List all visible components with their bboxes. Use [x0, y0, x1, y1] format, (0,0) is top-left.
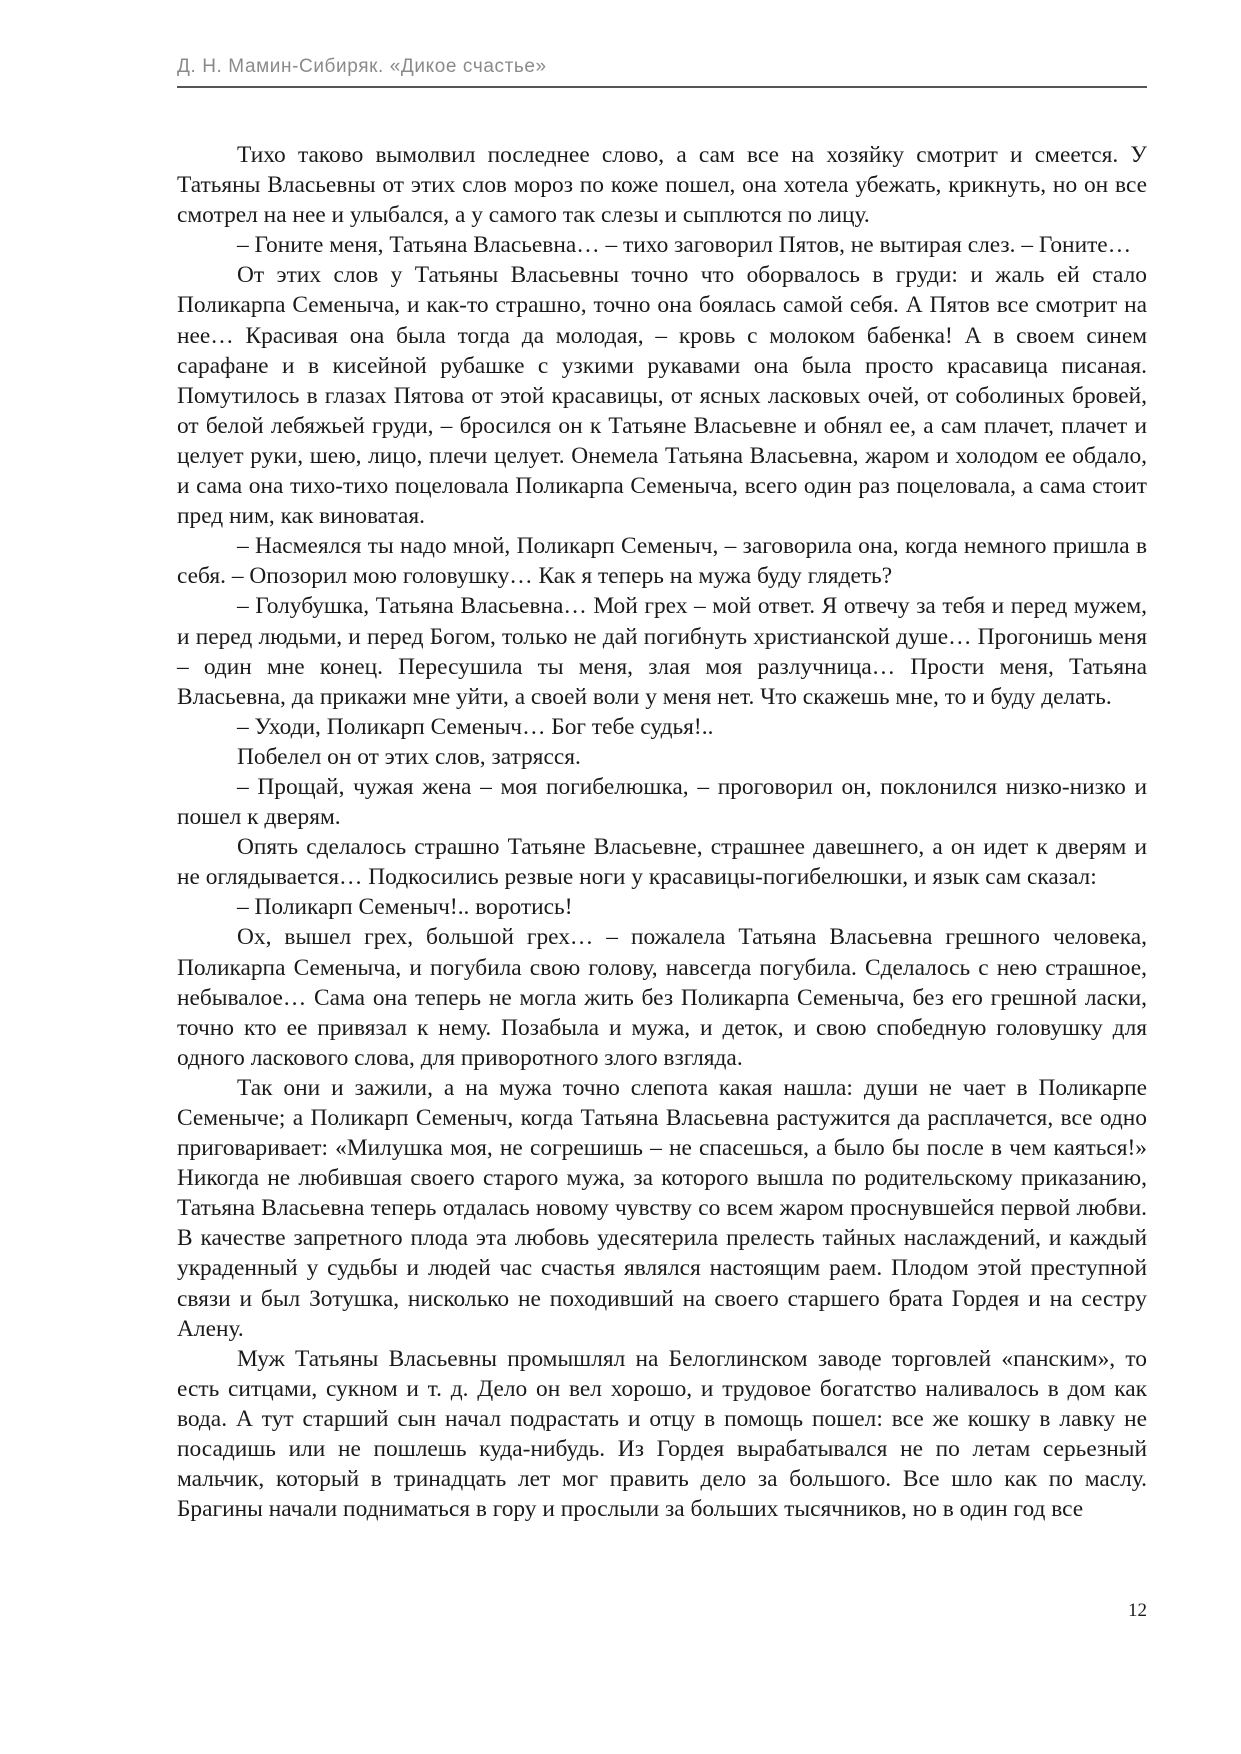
paragraph: Так они и зажили, а на мужа точно слепота какая нашла: души не чает в Поликарпе Семеныче; а Поликарп Семеныч, когда Татьяна Власьевна растужится да расплачется, все одно приговаривает: «Милушка моя, не согрешишь – не спасешься, а было бы после в чем каяться!» Никогда не любившая своего старого мужа, за которого вышла по родительскому приказанию, Татьяна Власьевна теперь отдалась новому чувству со всем жаром проснувшейся первой любви. В качестве запретного плода эта любовь удесятерила прелесть тайных наслаждений, и каждый украденный у судьбы и людей час счастья являлся настоящим раем. Плодом этой преступной связи и был Зотушка, нисколько не походивший на своего старшего брата Гордея и на сестру Алену. [177, 1074, 1147, 1342]
paragraph: Ох, вышел грех, большой грех… – пожалела Татьяна Власьевна грешного человека, Поликарпа Семеныча, и погубила свою голову, навсегда погубила. Сделалось с нею страшное, небывалое… Сама она теперь не могла жить без Поликарпа Семеныча, без его грешной ласки, точно кто ее привязал к нему. Позабыла и мужа, и деток, и свою спобедную головушку для одного ласкового слова, для приворотного злого взгляда. [177, 924, 1147, 1071]
paragraph: – Голубушка, Татьяна Власьевна… Мой грех – мой ответ. Я отвечу за тебя и перед мужем, и перед людьми, и перед Богом, только не дай погибнуть христианской душе… Прогонишь меня – один мне конец. Пересушила ты меня, злая моя разлучница… Прости меня, Татьяна Власьевна, да прикажи мне уйти, а своей воли у меня нет. Что скажешь мне, то и буду делать. [177, 593, 1147, 710]
paragraph: Тихо таково вымолвил последнее слово, а сам все на хозяйку смотрит и смеется. У Татьяны Власьевны от этих слов мороз по коже пошел, она хотела убежать, крикнуть, но он все смотрел на нее и улыбался, а у самого так слезы и сыплются по лицу. [177, 142, 1147, 229]
paragraph: – Гоните меня, Татьяна Власьевна… – тихо заговорил Пятов, не вытирая слез. – Гоните… [237, 232, 1132, 259]
running-header: Д. Н. Мамин-Сибиряк. «Дикое счастье» [177, 56, 547, 77]
paragraph: От этих слов у Татьяны Власьевны точно что оборвалось в груди: и жаль ей стало Поликарпа Семеныча, и как-то страшно, точно она боялась самой себя. А Пятов все смотрит на нее… Красивая она была тогда да молодая, – кровь с молоком бабенка! А в своем синем сарафане и в кисейной рубашке с узкими рукавами она была просто красавица писаная. Помутилось в глазах Пятова от этой красавицы, от ясных ласковых очей, от соболиных бровей, от белой лебяжьей груди, – бросился он к Татьяне Власьевне и обнял ее, а сам плачет, плачет и целует руки, шею, лицо, плечи целует. Онемела Татьяна Власьевна, жаром и холодом ее обдало, и сама она тихо-тихо поцеловала Поликарпа Семеныча, всего один раз поцеловала, а сама стоит пред ним, как виноватая. [177, 262, 1147, 530]
body-text [177, 140, 1147, 1524]
paragraph: Опять сделалось страшно Татьяне Власьевне, страшнее давешнего, а он идет к дверям и не оглядывается… Подкосились резвые ноги у красавицы-погибелюшки, и язык сам сказал: [177, 834, 1147, 891]
paragraph: – Насмеялся ты надо мной, Поликарп Семеныч, – заговорила она, когда немного пришла в себя. – Опозорил мою головушку… Как я теперь на мужа буду глядеть? [177, 533, 1147, 590]
paragraph: Муж Татьяны Власьевны промышлял на Белоглинском заводе торговлей «панским», то есть ситцами, сукном и т. д. Дело он вел хорошо, и трудовое богатство наливалось в дом как вода. А тут старший сын начал подрастать и отцу в помощь пошел: все же кошку в лавку не посадишь или не пошлешь куда-нибудь. Из Гордея вырабатывался не по летам серьезный мальчик, который в тринадцать лет мог править дело за большого. Все шло как по маслу. Брагины начали подниматься в гору и прослыли за больших тысячников, но в один год все [177, 1345, 1147, 1523]
paragraph: – Поликарп Семеныч!.. воротись! [237, 894, 573, 921]
paragraph: Побелел он от этих слов, затрясся. [237, 743, 581, 770]
header-rule [177, 86, 1147, 88]
paragraph: – Прощай, чужая жена – моя погибелюшка, – проговорил он, поклонился низко-низко и пошел к дверям. [177, 773, 1147, 831]
page-number: 12 [1128, 1600, 1147, 1621]
paragraph: – Уходи, Поликарп Семеныч… Бог тебе судья!.. [237, 713, 714, 740]
